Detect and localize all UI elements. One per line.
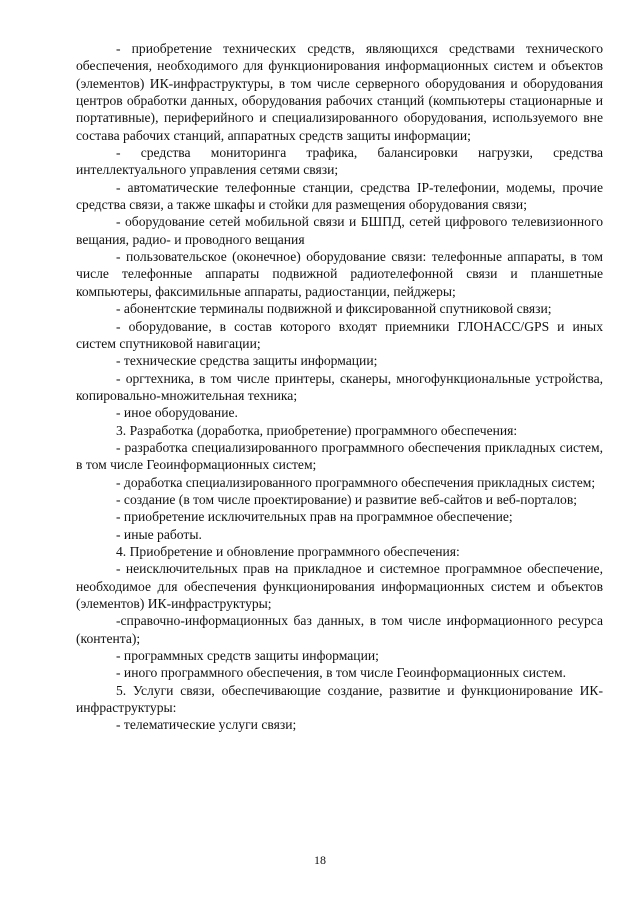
paragraph: - программных средств защиты информации; [116, 648, 379, 664]
body-text [76, 40, 603, 734]
paragraph: - создание (в том числе проектирование) и развитие веб-сайтов и веб-порталов; [116, 491, 578, 507]
paragraph: - технические средства защиты информации; [116, 353, 378, 369]
paragraph: - доработка специализированного программного обеспечения прикладных систем; [116, 474, 596, 490]
page-number: 18 [314, 853, 326, 867]
paragraph: -справочно-информационных баз данных, в том числе информационного ресурса (контента); [76, 613, 603, 646]
section-heading: 4. Приобретение и обновление программного обеспечения: [116, 543, 460, 559]
paragraph: - автоматические телефонные станции, средства IP-телефонии, модемы, прочие средства связи, а также шкафы и стойки для размещения оборудования связи; [76, 179, 603, 213]
paragraph: - иного программного обеспечения, в том числе Геоинформационных систем. [116, 665, 567, 681]
paragraph: - оргтехника, в том числе принтеры, сканеры, многофункциональные устройства, копировально-множительная техника; [76, 370, 603, 403]
paragraph: - пользовательское (оконечное) оборудование связи: телефонные аппараты, в том числе телефонные аппараты подвижной радиотелефонной связи и планшетные компьютеры, факсимильные аппараты, радиостанции, пейджеры; [76, 249, 603, 299]
paragraph: - неисключительных прав на прикладное и системное программное обеспечение, необходимое для обеспечения функционирования информационных систем и объектов (элементов) ИК-инфраструктуры; [76, 561, 603, 611]
paragraph: - иные работы. [116, 526, 202, 542]
paragraph: - оборудование, в состав которого входят приемники ГЛОНАСС/GPS и иных систем спутниковой навигации; [76, 318, 603, 351]
paragraph: - иное оборудование. [116, 405, 238, 421]
paragraph: - средства мониторинга трафика, балансировки нагрузки, средства интеллектуального управления сетями связи; [76, 145, 603, 178]
paragraph: - приобретение исключительных прав на программное обеспечение; [116, 509, 513, 525]
paragraph: - приобретение технических средств, являющихся средствами технического обеспечения, необходимого для функционирования информационных систем и объектов (элементов) ИК-инфраструктуры, в том числе серверного оборудования и оборудования центров обработки данных, оборудования рабочих станций (компьютеры стационарные и портативные), периферийного и специализированного оборудования, используемого вне состава рабочих станций, аппаратных средств защиты информации; [76, 41, 603, 143]
section-heading: 3. Разработка (доработка, приобретение) программного обеспечения: [116, 422, 518, 438]
paragraph: - разработка специализированного программного обеспечения прикладных систем, в том числе Геоинформационных систем; [76, 439, 603, 473]
paragraph: - оборудование сетей мобильной связи и БШПД, сетей цифрового телевизионного вещания, радио- и проводного вещания [76, 214, 603, 247]
section-heading: 5. Услуги связи, обеспечивающие создание, развитие и функционирование ИК-инфраструктуры: [76, 682, 603, 716]
paragraph: - телематические услуги связи; [116, 717, 297, 733]
paragraph: - абонентские терминалы подвижной и фиксированной спутниковой связи; [116, 301, 552, 317]
